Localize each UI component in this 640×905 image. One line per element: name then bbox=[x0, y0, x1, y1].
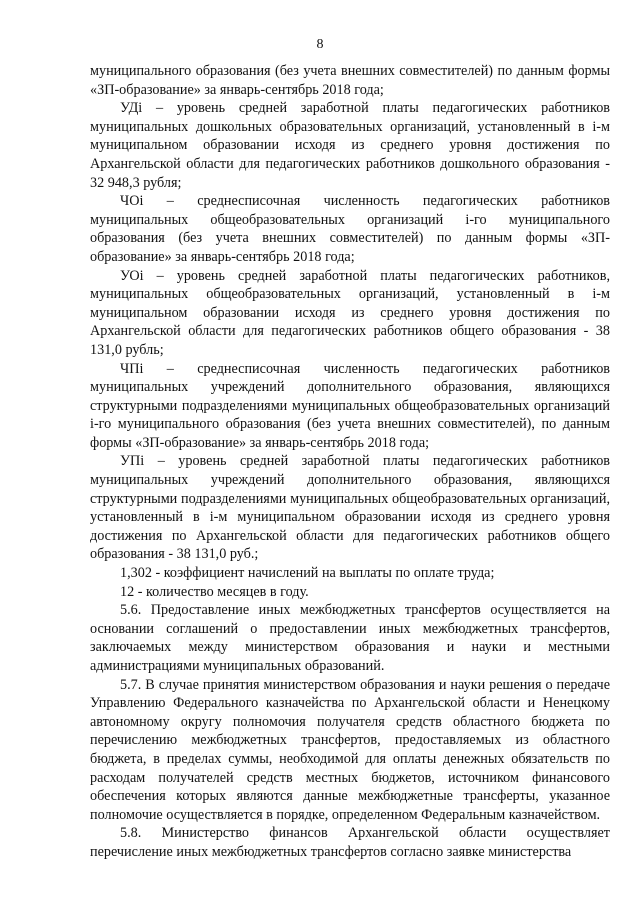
paragraph-ud-definition: УДi – уровень средней заработной платы педагогических работников муниципальных дошкольных образовательных организаций, установленный в i-м муниципальном образовании исходя из среднего уровня достижения по Архангельской области для педагогических работников дошкольного образования - 32 948,3 рубля; bbox=[90, 100, 610, 191]
paragraph-cho-definition: ЧОi – среднесписочная численность педагогических работников муниципальных общеобразовательных организаций i-го муниципального образования (без учета внешних совместителей) по данным формы «ЗП-образование» за январь-сентябрь 2018 года; bbox=[90, 193, 610, 265]
page-number: 8 bbox=[316, 37, 324, 52]
paragraph-clause-5-6: 5.6. Предоставление иных межбюджетных трансфертов осуществляется на основании соглашений о предоставлении иных межбюджетных трансфертов, заключаемых между министерством образования и науки и местными администрациями муниципальных образований. bbox=[90, 602, 610, 674]
paragraph-months: 12 - количество месяцев в году. bbox=[120, 583, 309, 600]
paragraph-coefficient: 1,302 - коэффициент начислений на выплаты по оплате труда; bbox=[120, 565, 495, 582]
paragraph-chp-definition: ЧПi – среднесписочная численность педагогических работников муниципальных учреждений дополнительного образования, являющихся структурными подразделениями муниципальных общеобразовательных организаций i-го муниципального образования (без учета внешних совместителей), по данным формы «ЗП-образование» за январь-сентябрь 2018 года; bbox=[90, 360, 610, 451]
paragraph-continuation: муниципального образования (без учета внешних совместителей) по данным формы «ЗП-образование» за январь-сентябрь 2018 года; bbox=[90, 63, 610, 98]
paragraph-clause-5-7: 5.7. В случае принятия министерством образования и науки решения о передаче Управлению Федерального казначейства по Архангельской области и Ненецкому автономному округу полномочия получателя средств областного бюджета по перечислению межбюджетных трансфертов, предоставляемых из областного бюджета, в пределах суммы, необходимой для оплаты денежных обязательств по расходам получателей средств местных бюджетов, источником финансового обеспечения которых являются данные межбюджетные трансферты, указанное полномочие осуществляется в порядке, определенном Федеральным казначейством. bbox=[90, 676, 610, 823]
paragraph-clause-5-8: 5.8. Министерство финансов Архангельской области осуществляет перечисление иных межбюджетных трансфертов согласно заявке министерства bbox=[90, 825, 610, 860]
paragraph-up-definition: УПi – уровень средней заработной платы педагогических работников муниципальных учреждений дополнительного образования, являющихся структурными подразделениями муниципальных общеобразовательных организаций, установленный в i-м муниципальном образовании исходя из среднего уровня достижения по Архангельской области для педагогических работников общего образования - 38 131,0 руб.; bbox=[90, 453, 610, 563]
paragraph-uo-definition: УОi – уровень средней заработной платы педагогических работников, муниципальных общеобразовательных организаций, установленный в i-м муниципальном образовании исходя из среднего уровня достижения по Архангельской области для педагогических работников общего образования - 38 131,0 рубль; bbox=[90, 267, 610, 358]
document-body bbox=[90, 62, 610, 862]
